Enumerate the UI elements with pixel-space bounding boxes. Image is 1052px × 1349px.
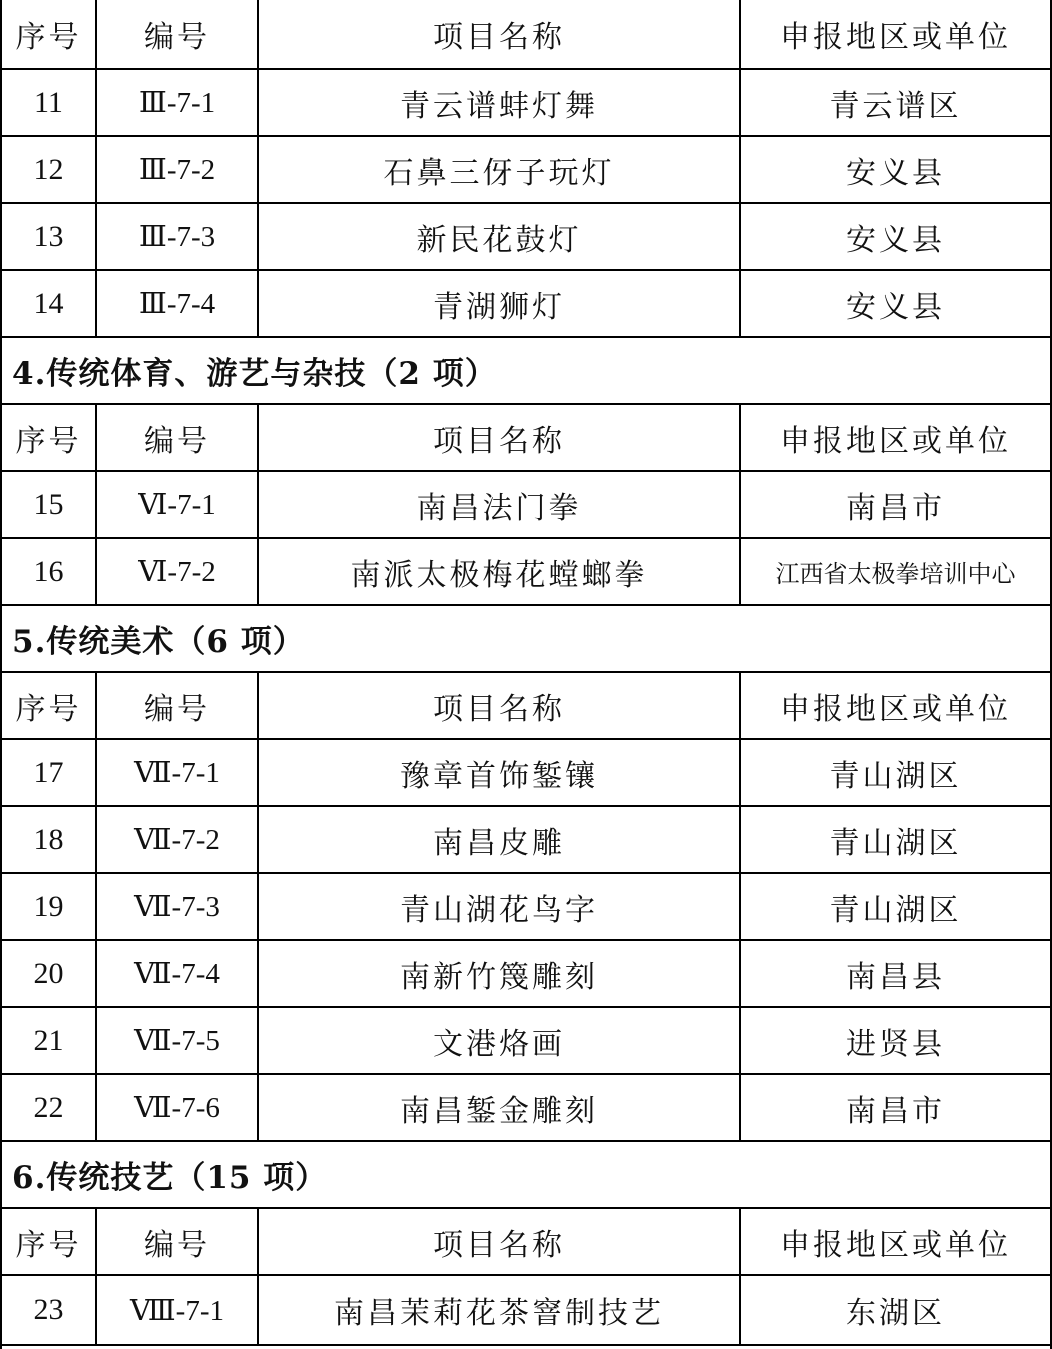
col-header-region: 申报地区或单位 — [739, 0, 1050, 68]
col-header-project-name: 项目名称 — [257, 1209, 739, 1274]
table-row — [2, 805, 1050, 872]
cell-code: Ⅵ-7-2 — [95, 539, 257, 604]
cell-project-name: 南派太极梅花螳螂拳 — [257, 539, 739, 604]
cell-region: 安义县 — [739, 204, 1050, 269]
section-heading: 6.传统技艺（15 项） — [2, 1140, 1050, 1207]
cell-project-name: 青湖狮灯 — [257, 271, 739, 336]
table-header-row — [2, 1207, 1050, 1274]
cell-project-name: 南昌法门拳 — [257, 472, 739, 537]
cell-code: Ⅶ-7-1 — [95, 740, 257, 805]
table-row — [2, 1073, 1050, 1140]
table-row — [2, 872, 1050, 939]
section-heading: 5.传统美术（6 项） — [2, 604, 1050, 671]
cell-code: Ⅶ-7-4 — [95, 941, 257, 1006]
cell-region: 安义县 — [739, 137, 1050, 202]
cell-number: 16 — [33, 554, 64, 588]
cell-number: 20 — [33, 956, 64, 990]
table-row — [2, 202, 1050, 269]
col-header-number: 序号 — [15, 691, 82, 727]
table-header-row — [2, 403, 1050, 470]
col-header-project-name: 项目名称 — [257, 0, 739, 68]
cell-code: Ⅲ-7-2 — [95, 137, 257, 202]
cell-region: 南昌县 — [739, 941, 1050, 1006]
col-header-region: 申报地区或单位 — [739, 405, 1050, 470]
cell-project-name: 青云谱蚌灯舞 — [257, 70, 739, 135]
table-row — [2, 537, 1050, 604]
cell-number: 19 — [33, 889, 64, 923]
col-header-region: 申报地区或单位 — [739, 1209, 1050, 1274]
col-header-code: 编号 — [95, 405, 257, 470]
cell-region: 南昌市 — [739, 472, 1050, 537]
cell-code: Ⅲ-7-3 — [95, 204, 257, 269]
cell-number: 22 — [33, 1090, 64, 1124]
cell-code: Ⅲ-7-4 — [95, 271, 257, 336]
cell-region: 南昌市 — [739, 1075, 1050, 1140]
col-header-code: 编号 — [95, 0, 257, 68]
cell-number: 11 — [34, 85, 63, 119]
cell-project-name: 南昌錾金雕刻 — [257, 1075, 739, 1140]
cell-number: 12 — [33, 152, 64, 186]
cell-code: Ⅶ-7-2 — [95, 807, 257, 872]
cell-project-name: 南新竹篾雕刻 — [257, 941, 739, 1006]
cell-code: Ⅷ-7-1 — [95, 1276, 257, 1344]
table-row — [2, 1006, 1050, 1073]
cell-number: 15 — [33, 487, 64, 521]
cell-number: 17 — [33, 755, 64, 789]
cell-region: 青山湖区 — [739, 874, 1050, 939]
col-header-region: 申报地区或单位 — [739, 673, 1050, 738]
cell-project-name: 南昌茉莉花茶窨制技艺 — [257, 1276, 739, 1344]
cell-number: 23 — [33, 1293, 64, 1326]
cell-project-name: 豫章首饰錾镶 — [257, 740, 739, 805]
cell-code: Ⅶ-7-3 — [95, 874, 257, 939]
col-header-code: 编号 — [95, 1209, 257, 1274]
cell-project-name: 南昌皮雕 — [257, 807, 739, 872]
cell-project-name: 新民花鼓灯 — [257, 204, 739, 269]
table-row — [2, 1274, 1050, 1346]
cell-region: 青山湖区 — [739, 807, 1050, 872]
table-row — [2, 135, 1050, 202]
table-row — [2, 939, 1050, 1006]
col-header-number: 序号 — [15, 20, 82, 55]
cell-number: 21 — [33, 1023, 64, 1057]
cell-project-name: 文港烙画 — [257, 1008, 739, 1073]
cell-region: 青云谱区 — [739, 70, 1050, 135]
cell-code: Ⅵ-7-1 — [95, 472, 257, 537]
cell-number: 13 — [33, 219, 64, 253]
col-header-code: 编号 — [95, 673, 257, 738]
table-header-row — [2, 0, 1050, 68]
cell-code: Ⅶ-7-6 — [95, 1075, 257, 1140]
cell-number: 18 — [33, 822, 64, 856]
col-header-project-name: 项目名称 — [257, 673, 739, 738]
table-header-row — [2, 671, 1050, 738]
cell-region: 进贤县 — [739, 1008, 1050, 1073]
cell-project-name: 青山湖花鸟字 — [257, 874, 739, 939]
col-header-number: 序号 — [15, 423, 82, 459]
cell-number: 14 — [33, 286, 64, 320]
table-row — [2, 738, 1050, 805]
cell-region: 安义县 — [739, 271, 1050, 336]
section-heading: 4.传统体育、游艺与杂技（2 项） — [2, 336, 1050, 403]
cell-code: Ⅲ-7-1 — [95, 70, 257, 135]
cell-code: Ⅶ-7-5 — [95, 1008, 257, 1073]
cell-region: 东湖区 — [739, 1276, 1050, 1344]
table-row — [2, 68, 1050, 135]
cell-region: 江西省太极拳培训中心 — [739, 539, 1050, 604]
cell-region: 青山湖区 — [739, 740, 1050, 805]
col-header-project-name: 项目名称 — [257, 405, 739, 470]
col-header-number: 序号 — [15, 1227, 82, 1263]
cell-project-name: 石鼻三伢子玩灯 — [257, 137, 739, 202]
table-row — [2, 470, 1050, 537]
table-row — [2, 269, 1050, 336]
